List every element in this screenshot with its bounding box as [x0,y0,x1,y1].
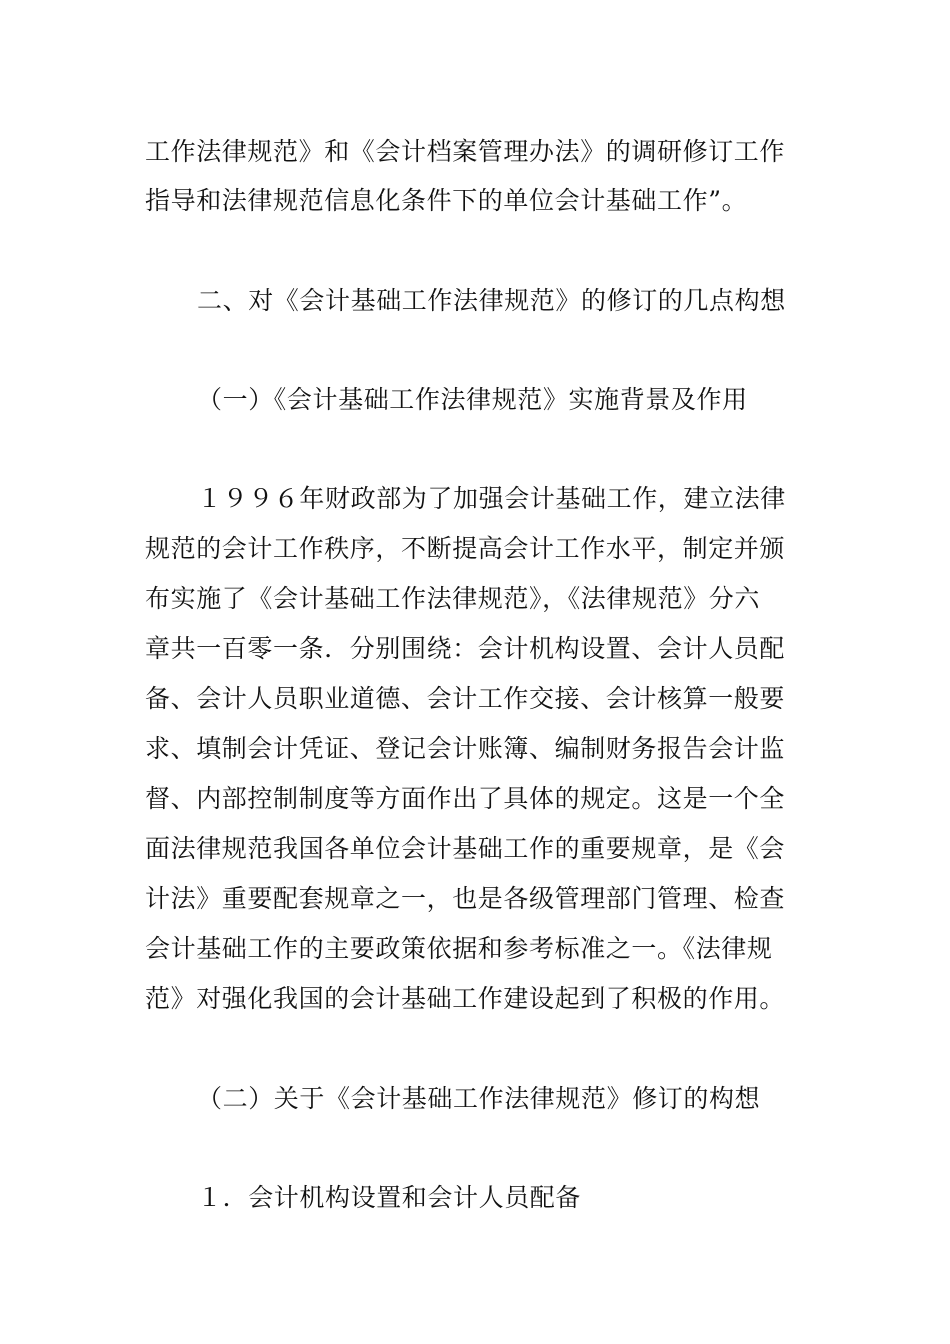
paragraph-line: 规范的会计工作秩序，不断提高会计工作水平，制定并颁 [145,534,786,563]
paragraph-line: 范》对强化我国的会计基础工作建设起到了积极的作用。 [145,984,786,1013]
paragraph-line: １９９６年财政部为了加强会计基础工作，建立法律 [197,484,786,513]
subheading-revision: （二）关于《会计基础工作法律规范》修订的构想 [197,1084,761,1113]
subheading-background: （一）《会计基础工作法律规范》实施背景及作用 [197,385,748,414]
paragraph-line: 会计基础工作的主要政策依据和参考标准之一。《法律规 [145,934,773,963]
paragraph-line: 章共一百零一条．分别围绕：会计机构设置、会计人员配 [145,634,786,663]
paragraph-line: 求、填制会计凭证、登记会计账簿、编制财务报告会计监 [145,734,786,763]
section-heading: 二、对《会计基础工作法律规范》的修订的几点构想 [197,286,786,315]
paragraph-line: 计法》重要配套规章之一，也是各级管理部门管理、检查 [145,884,786,913]
paragraph-line: 面法律规范我国各单位会计基础工作的重要规章，是《会 [145,834,786,863]
text-line: 指导和法律规范信息化条件下的单位会计基础工作”。 [145,186,748,215]
numbered-item: １．会计机构设置和会计人员配备 [197,1183,582,1212]
paragraph-line: 布实施了《会计基础工作法律规范》，《法律规范》分六 [145,584,761,613]
paragraph-line: 督、内部控制制度等方面作出了具体的规定。这是一个全 [145,784,786,813]
paragraph-line: 备、会计人员职业道德、会计工作交接、会计核算一般要 [145,684,786,713]
text-line: 工作法律规范》和《会计档案管理办法》的调研修订工作 [145,137,786,166]
